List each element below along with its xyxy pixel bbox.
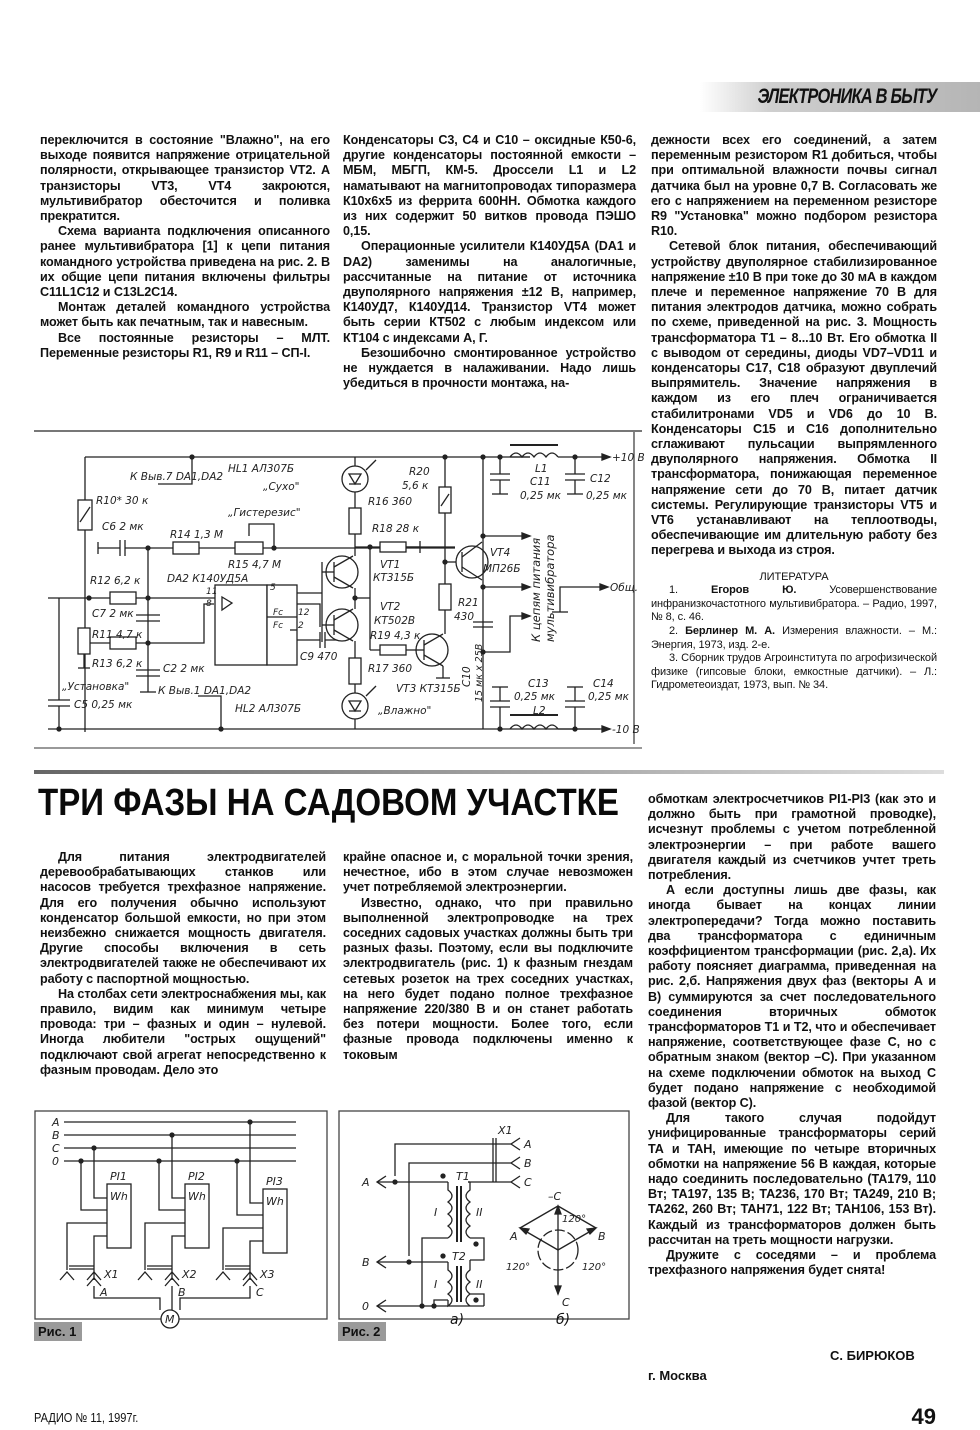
input-label: B: [362, 1256, 370, 1269]
meter-wh-label: Wh: [266, 1195, 284, 1208]
label-vt4: VT4: [490, 547, 511, 559]
page-number: 49: [911, 1404, 936, 1429]
transformer-t1-label: T1: [456, 1170, 470, 1183]
angle-label: 120°: [562, 1214, 587, 1225]
ref-number: 2.: [669, 625, 678, 638]
paragraph: Сетевой блок питания, обеспечивающий устройству двуполярное стабилизированное напряжение ±10 В при токе до 30 мА в каждом плече и переменное напряжение 70 В для питания электродов датчика, можно собрать по схеме, приведенной на рис. 3. Мощность трансформатора Т1 – 8...10 Вт. Его обмотка II с выводом от середины, диоды VD7–VD11 и конденсаторы C17, C18 образуют двуплечий выпрямитель. Значение напряжения в каждом из его плеч ограничивается стабилитронами VD5 и VD6 до 10 В. Конденсаторы C15 и C16 дополнительно сглаживают пульсации выпрямленного двуполярного напряжения. Обмотка II трансформатора, понижающая переменное напряжение сети до 70 В, питает датчик системы. Регулирующие транзисторы VT5 и VT6 устанавливают на теплоотводы, обеспечивающие им длительную работу без перегрева и выхода из строя.: [651, 239, 937, 558]
label-pin8: 8: [206, 599, 212, 609]
label-r10: R10* 30 к: [96, 495, 149, 507]
label-c13: C13: [528, 678, 549, 690]
article1-column-3: [651, 133, 937, 693]
label-r20-value: 5,6 к: [402, 480, 429, 492]
winding-label: I: [434, 1206, 438, 1219]
ref-number: 1.: [669, 584, 678, 597]
label-pin2: 2: [298, 621, 304, 631]
socket-label: X1: [104, 1268, 119, 1281]
label-minus10v: -10 В: [612, 724, 640, 736]
ref-text: Измерения влажности. – М.: Энергия, 1973, изд. 2-е.: [651, 625, 937, 651]
angle-label: 120°: [582, 1262, 607, 1273]
phase-label: A: [100, 1286, 108, 1299]
label-pin5: 5: [270, 583, 276, 593]
label-r18: R18 28 к: [372, 523, 420, 535]
author-city: г. Москва: [648, 1368, 707, 1383]
label-hl2: HL2 АЛ307Б: [235, 703, 302, 715]
meter-label: PI2: [188, 1170, 205, 1183]
phase-label: B: [178, 1286, 186, 1299]
ref-author: Берлинер М. А.: [685, 625, 776, 638]
ref-text: Усовершенствование инфранизкочастотного мультивибратора. – Радио, 1997, № 8, с. 46.: [651, 584, 937, 624]
meter-wh-label: Wh: [110, 1190, 128, 1203]
literature-item: [651, 652, 937, 693]
label-c14-value: 0,25 мк: [588, 691, 629, 703]
section-banner: [700, 82, 980, 112]
literature-title: ЛИТЕРАТУРА: [759, 570, 829, 583]
schematic-bottom-rule: [34, 747, 642, 749]
magazine-issue: РАДИО № 11, 1997г.: [34, 1410, 139, 1425]
socket-label: X3: [260, 1268, 275, 1281]
paragraph: Безошибочно смонтированное устройство не нуждается в налаживании. Надо лишь убедиться в прочности монтажа, на-: [343, 345, 636, 391]
label-r13: R13 6,2 к: [92, 658, 143, 670]
article2-column-1: [40, 850, 326, 1078]
paragraph: Все постоянные резисторы – МЛТ. Переменные резисторы R1, R9 и R11 – СП-I.: [40, 330, 330, 360]
paragraph: переключится в состояние "Влажно", на его выходе появится напряжение отрицательной полярности, открывающее транзистор VT2. А транзисторы VT3, VT4 закроются, мультивибратор обесточится и поливка прекратится.: [40, 133, 330, 224]
label-vlazhno: „Влажно": [378, 705, 432, 717]
angle-label: 120°: [506, 1262, 531, 1273]
socket-label: X2: [182, 1268, 197, 1281]
label-r20: R20: [409, 466, 430, 478]
ref-number: 3.: [669, 652, 678, 665]
label-c9: C9 470: [300, 651, 338, 663]
literature: [651, 571, 937, 693]
literature-item: [651, 625, 937, 652]
label-k-vyv1: К Выв.1 DA1,DA2: [158, 685, 252, 697]
label-c11: C11: [530, 476, 551, 488]
vector-c-label: C: [562, 1296, 570, 1309]
article2-column-2: [343, 850, 633, 1063]
paragraph: обмоткам электросчетчиков PI1-PI3 (как это и должно быть при грамотной проводке), исчезнут проблемы с учетом потребленной электроэнергии – при работе вашего двигателя каждый из счетчиков учтет треть потребления.: [648, 792, 936, 883]
label-r14: R14 1,3 М: [170, 529, 224, 541]
paragraph: Для такого случая подойдут унифицированные трансформаторы серий ТА и ТАН, имеющие по четыре вторичных обмотки на напряжение 56 В каждая, которые надо соединить последовательно (ТА179, 110 Вт; ТА197, 135 В; ТА236, 170 Вт; ТА249, 210 В; ТА262, 260 Вт; ТАН71, 122 Вт; ТАН106, 153 Вт). Каждый из трансформаторов должен быть рассчитан на треть мощности нагрузки.: [648, 1111, 936, 1247]
label-pin11: 11: [206, 587, 218, 597]
paragraph: крайне опасное и, с моральной точки зрения, нечестное, ибо в этом случае невозможен учет потребляемой электроэнергии.: [343, 850, 633, 895]
transformer-t2-label: T2: [452, 1250, 466, 1263]
meter-label: PI1: [110, 1170, 127, 1183]
label-vt2-type: КТ502В: [374, 615, 416, 627]
label-c13-value: 0,25 мк: [514, 691, 555, 703]
label-c2: C2 2 мк: [163, 663, 205, 675]
vector-minus-c-label: –C: [548, 1190, 562, 1203]
section-title: ЭЛЕКТРОНИКА В БЫТУ: [757, 85, 936, 108]
label-r21: R21: [458, 597, 479, 609]
label-r21-value: 430: [454, 611, 475, 623]
meter-label: PI3: [266, 1175, 283, 1188]
paragraph: Операционные усилители К140УД5А (DA1 и DA2) заменимы на аналогичные, рассчитанные на питание от источника двуполярного напряжения ±12 В, например, К140УД7, К140УД14. Транзистор VT4 может быть серии КТ502 с любым индексом или КТ104 с индексами А, Г.: [343, 239, 636, 345]
label-c12: C12: [590, 473, 611, 485]
label-c6: C6 2 мк: [102, 521, 144, 533]
article1-column-2: [343, 133, 636, 391]
ref-author: Егоров Ю.: [710, 584, 797, 597]
label-c5: C5 0,25 мк: [74, 699, 133, 711]
paragraph: Для питания электродвигателей деревообрабатывающих станков или насосов требуется трехфазное напряжение. Для его получения обычно используют конденсатор большой емкости, но при этом неизбежно снижается мощность двигателя. Другие способы включения в сеть электродвигателей также не обеспечивают их работу с паспортной мощностью.: [40, 850, 326, 986]
paragraph: Дружите с соседями – и проблема трехфазного напряжения будет снята!: [648, 1248, 936, 1278]
line-label: 0: [52, 1155, 59, 1168]
output-label: A: [524, 1138, 532, 1151]
output-label: B: [524, 1157, 532, 1170]
article-title: ТРИ ФАЗЫ НА САДОВОМ УЧАСТКЕ: [38, 782, 619, 824]
paragraph: А если доступны лишь две фазы, как иногда бывает на концах линии электропередачи? Тогда можно поставить два трансформатора с единичным коэффициентом трансформации (рис. 2,а). Их работу поясняет диаграмма, приведенная на рис. 2,б. Напряжения двух фаз (векторы А и В) суммируются за счет последовательного соединения вторичных обмоток трансформаторов Т1 и Т2, что и обеспечивает напряжение, соответствующее фазе С, но с обратным знаком (вектор –С). При указанном на схеме подключении обмоток на выход С будет подано напряжение с необходимой фазой (вектор С).: [648, 883, 936, 1111]
paragraph: дежности всех его соединений, а затем переменным резистором R1 добиться, чтобы при оптимальной влажности почвы сигнал датчика был на уровне 0,7 В. Согласовать же его с напряжением на переменном резисторе R9 "Установка" можно подбором резистора R10.: [651, 133, 937, 239]
label-plus10v: +10 В: [612, 452, 645, 464]
author-name: С. БИРЮКОВ: [830, 1348, 915, 1363]
label-c7: C7 2 мк: [92, 608, 134, 620]
paragraph: Монтаж деталей командного устройства может быть как печатным, так и навесным.: [40, 300, 330, 330]
label-k-vyv7: К Выв.7 DA1,DA2: [130, 471, 224, 483]
paragraph: На столбах сети электроснабжения мы, как правило, видим как минимум четыре провода: три – фазных и один – нулевой. Иногда любители "острых ощущений" подключают свой агрегат непосредственно к фазным проводам. Дело это: [40, 986, 326, 1077]
label-vt4-type: МП26Б: [483, 563, 521, 575]
connector-label: X1: [498, 1124, 513, 1137]
label-pin12: 12: [298, 608, 310, 618]
label-vt2: VT2: [380, 601, 401, 613]
label-c10-value: 15 мк х 25В: [474, 643, 485, 702]
figure-1-caption: Рис. 1: [34, 1322, 82, 1341]
label-vt1: VT1: [380, 559, 401, 571]
meter-wh-label: Wh: [188, 1190, 206, 1203]
label-r15: R15 4,7 М: [228, 559, 282, 571]
article2-column-3: [648, 792, 936, 1279]
label-fc2: Fc: [273, 621, 284, 631]
motor-label: M: [165, 1313, 175, 1326]
article1-column-1: [40, 133, 330, 361]
paragraph: Конденсаторы C3, C4 и C10 – оксидные К50-6, другие конденсаторы постоянной емкости – МБМ, МБГП, КМ-5. Дроссели L1 и L2 наматывают на магнитопроводах типоразмера К10х6х5 из феррита 600НН. Обмотка каждого из них содержит 50 витков провода ПЭШО 0,15.: [343, 133, 636, 239]
label-da2: DA2 К140УД5А: [167, 573, 249, 585]
output-label: C: [524, 1176, 532, 1189]
label-sukho: „Сухо": [263, 481, 300, 493]
label-gisterezis: „Гистерезис": [228, 507, 301, 519]
figure-2b-label: б): [556, 1312, 571, 1328]
figure-2-diagram: [338, 1110, 632, 1330]
label-c11-value: 0,25 мк: [520, 490, 561, 502]
label-r12: R12 6,2 к: [90, 575, 141, 587]
input-label: A: [362, 1176, 370, 1189]
winding-label: II: [476, 1278, 483, 1291]
label-vt1-type: КТ315Б: [373, 572, 415, 584]
circuit-schematic: [30, 432, 645, 747]
phase-label: C: [256, 1286, 264, 1299]
label-obshch: Общ.: [610, 582, 638, 594]
label-c12-value: 0,25 мк: [586, 490, 627, 502]
label-k-tsepyam-2: мультивибратора: [543, 534, 557, 642]
label-c14: C14: [593, 678, 614, 690]
ref-text: Сборник трудов Агроинститута по агрофизической физике (гипсовые блоки, емкостные датчики). – Л.: Гидрометеоиздат, 1973, вып. № 34.: [651, 652, 937, 692]
label-r17: R17 360: [368, 663, 413, 675]
label-fc1: Fc: [273, 608, 284, 618]
label-l2: L2: [533, 705, 546, 717]
paragraph: Схема варианта подключения описанного ранее мультивибратора [1] к цепи питания командного устройства приведена на рис. 2. В их общие цепи питания включены фильтры C11L1C12 и C13L2C14.: [40, 224, 330, 300]
paragraph: Известно, однако, что при правильно выполненной электропроводке на трех соседних садовых участках должны быть три разных фазы. Поэтому, если вы подключите электродвигатель (рис. 1) к фазным гнездам сетевых розеток на трех соседних участках, на него будет подано полное трехфазное напряжение 220/380 В и он станет работать без потери мощности. Более того, если фазные провода подключены именно к токовым: [343, 895, 633, 1062]
vector-b-label: B: [598, 1230, 606, 1243]
input-label: 0: [362, 1300, 369, 1313]
label-hl1: HL1 АЛ307Б: [228, 463, 295, 475]
label-c10: C10: [461, 666, 473, 687]
line-label: A: [52, 1116, 60, 1129]
line-label: C: [52, 1142, 60, 1155]
label-r19: R19 4,3 к: [370, 630, 421, 642]
label-vt3: VT3 КТ315Б: [396, 683, 461, 695]
vector-a-label: A: [510, 1230, 518, 1243]
label-ustanovka: „Установка": [62, 681, 130, 693]
label-r11: R11 4,7 к: [92, 629, 143, 641]
winding-label: I: [434, 1278, 438, 1291]
figure-2a-label: а): [450, 1312, 465, 1328]
figure-1-diagram: [34, 1110, 330, 1330]
article-divider: [34, 770, 944, 774]
winding-label: II: [476, 1206, 483, 1219]
label-r16: R16 360: [368, 496, 413, 508]
figure-2-caption: Рис. 2: [338, 1322, 386, 1341]
label-k-tsepyam-1: К цепям питания: [529, 537, 543, 642]
literature-item: [651, 584, 937, 625]
line-label: B: [52, 1129, 60, 1142]
label-l1: L1: [535, 463, 548, 475]
